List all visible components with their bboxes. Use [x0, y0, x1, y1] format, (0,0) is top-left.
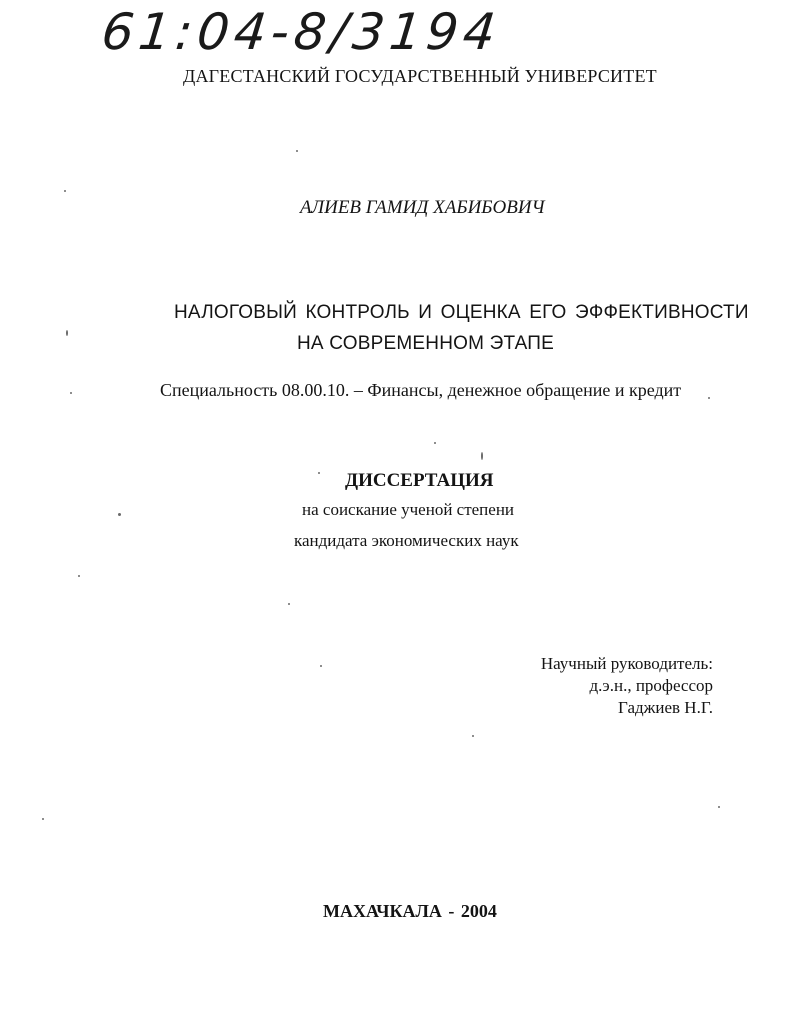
- supervisor-block: [541, 653, 713, 719]
- scan-speck: [296, 150, 298, 152]
- scan-speck: [118, 513, 121, 516]
- scan-speck: [42, 818, 44, 820]
- scan-speck: [66, 330, 68, 336]
- scan-speck: [708, 397, 710, 399]
- degree-line-2: кандидата экономических наук: [294, 531, 519, 550]
- degree-line-1: на соискание ученой степени: [302, 500, 515, 519]
- dissertation-title-line-1: НАЛОГОВЫЙ КОНТРОЛЬ И ОЦЕНКА ЕГО ЭФФЕКТИВНОСТИ: [174, 302, 749, 323]
- author-name: АЛИЕВ ГАМИД ХАБИБОВИЧ: [300, 197, 545, 218]
- supervisor-name: Гаджиев Н.Г.: [618, 698, 713, 717]
- scan-speck: [434, 442, 436, 444]
- city-year: МАХАЧКАЛА - 2004: [323, 901, 497, 921]
- scan-speck: [64, 190, 66, 192]
- specialty: Специальность 08.00.10. – Финансы, денежное обращение и кредит: [160, 380, 682, 400]
- supervisor-label: Научный руководитель:: [540, 654, 713, 673]
- scan-speck: [318, 472, 320, 474]
- scan-speck: [288, 603, 290, 605]
- document-type: ДИССЕРТАЦИЯ: [345, 470, 494, 491]
- dissertation-title-line-2: НА СОВРЕМЕННОМ ЭТАПЕ: [297, 333, 555, 354]
- scan-speck: [718, 806, 720, 808]
- scan-speck: [481, 452, 483, 460]
- scan-speck: [320, 665, 322, 667]
- archive-stamp: 61:04-8/3194: [98, 3, 504, 61]
- scan-speck: [78, 575, 80, 577]
- supervisor-degree: д.э.н., профессор: [589, 676, 713, 695]
- scan-speck: [70, 392, 72, 394]
- university-name: ДАГЕСТАНСКИЙ ГОСУДАРСТВЕННЫЙ УНИВЕРСИТЕТ: [183, 66, 657, 86]
- scan-speck: [472, 735, 474, 737]
